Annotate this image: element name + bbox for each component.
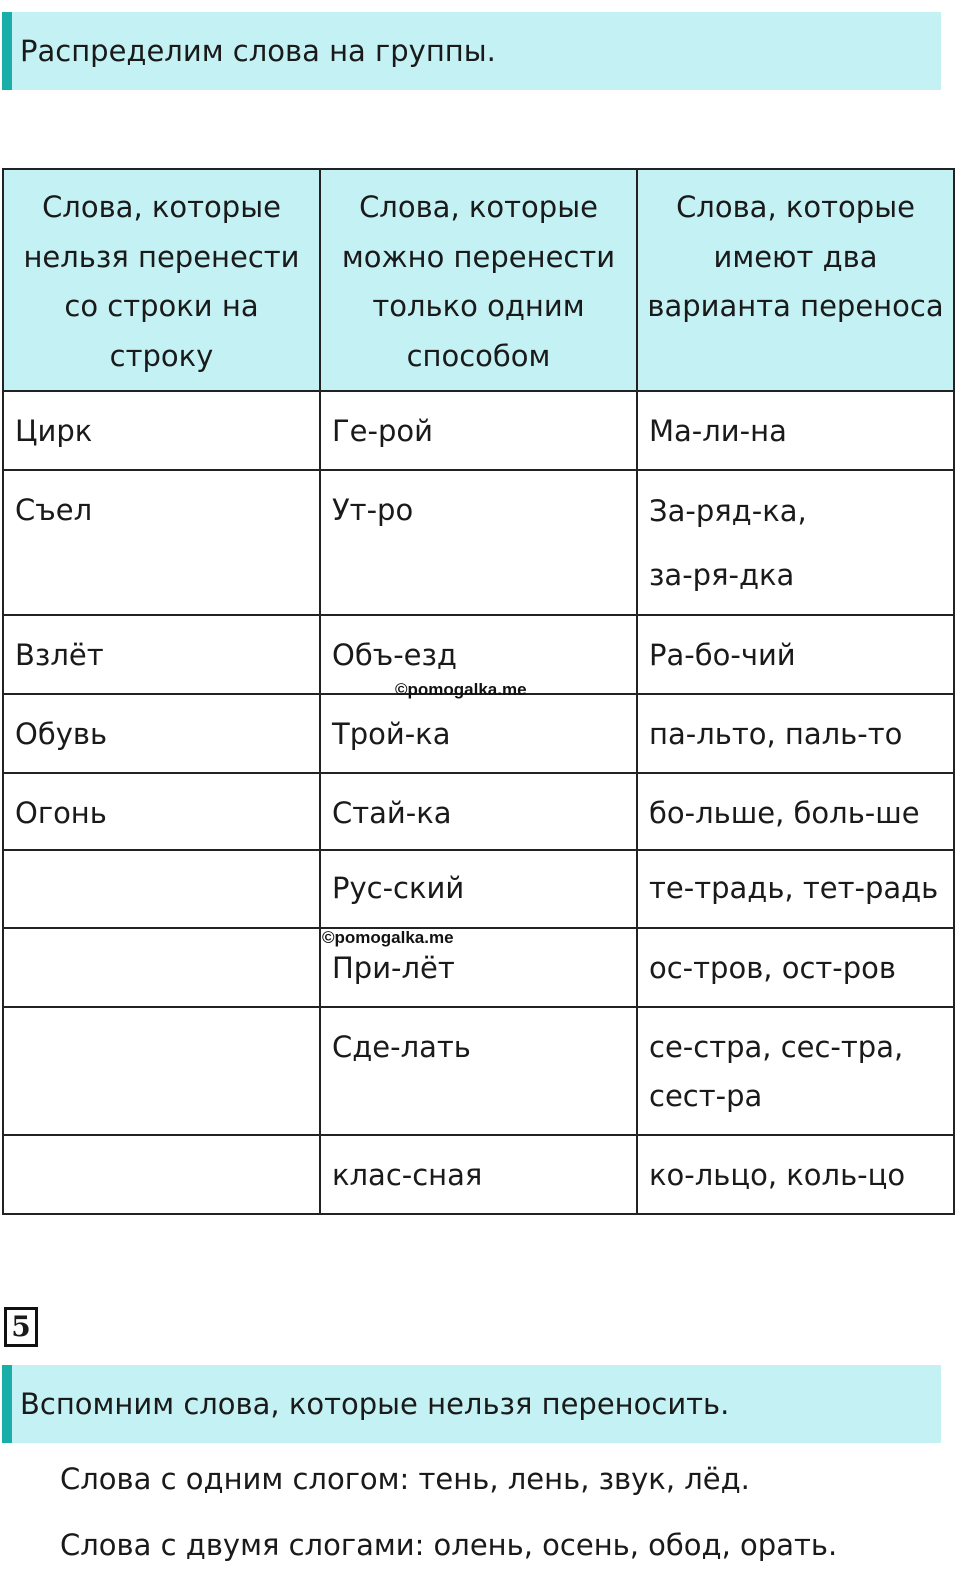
- table-cell: клас-сная: [320, 1135, 637, 1214]
- table-cell: [3, 928, 320, 1007]
- watermark: ©pomogalka.me: [322, 928, 454, 947]
- table-cell: [3, 1007, 320, 1135]
- table-cell: те-традь, тет-радь: [637, 850, 954, 928]
- table-cell: [3, 1135, 320, 1214]
- header-cell-two-ways: Слова, которые имеют два варианта переноса: [637, 169, 954, 391]
- table-cell: Съел: [3, 470, 320, 615]
- task-instruction-banner: [2, 12, 941, 90]
- instruction-text: Вспомним слова, которые нельзя переносить.: [20, 1387, 730, 1421]
- table-cell: [3, 850, 320, 928]
- table-row: [3, 1135, 954, 1214]
- table-cell: Трой-ка: [320, 694, 637, 773]
- table-cell: За-ряд-ка, за-ря-дка: [637, 470, 954, 615]
- table-cell: Взлёт: [3, 615, 320, 694]
- table-cell: Обувь: [3, 694, 320, 773]
- answer-line: Слова с одним слогом: тень, лень, звук, лёд.: [60, 1462, 750, 1496]
- table-row: [3, 694, 954, 773]
- table-cell: Ут-ро: [320, 470, 637, 615]
- header-cell-no-transfer: Слова, которые нельзя перенести со строки на строку: [3, 169, 320, 391]
- table-cell: Цирк: [3, 391, 320, 470]
- table-cell: ос-тров, ост-ров: [637, 928, 954, 1007]
- table-row: [3, 391, 954, 470]
- table-cell: се-стра, сес-тра, сест-ра: [637, 1007, 954, 1135]
- task-instruction-banner: [2, 1365, 941, 1443]
- table-cell: па-льто, паль-то: [637, 694, 954, 773]
- table-row: [3, 1007, 954, 1135]
- table-cell: Сде-лать: [320, 1007, 637, 1135]
- table-row: [3, 470, 954, 615]
- table-cell: Ге-рой: [320, 391, 637, 470]
- table-row: [3, 928, 954, 1007]
- table-row: [3, 850, 954, 928]
- header-cell-one-way: Слова, которые можно перенести только одним способом: [320, 169, 637, 391]
- table-cell: При-лёт: [320, 928, 637, 1007]
- task-number-badge: 5: [4, 1307, 38, 1347]
- table-cell: Стай-ка: [320, 773, 637, 850]
- table-cell: Ра-бо-чий: [637, 615, 954, 694]
- table-cell: Ма-ли-на: [637, 391, 954, 470]
- table-header-row: [3, 169, 954, 391]
- table-cell: Огонь: [3, 773, 320, 850]
- watermark: ©pomogalka.me: [395, 680, 527, 699]
- table-cell: бо-льше, боль-ше: [637, 773, 954, 850]
- instruction-text: Распределим слова на группы.: [20, 34, 496, 68]
- table-cell: Рус-ский: [320, 850, 637, 928]
- answer-line: Слова с двумя слогами: олень, осень, обод, орать.: [60, 1528, 838, 1562]
- table-cell: ко-льцо, коль-цо: [637, 1135, 954, 1214]
- table-row: [3, 773, 954, 850]
- table-cell: Объ-езд: [320, 615, 637, 694]
